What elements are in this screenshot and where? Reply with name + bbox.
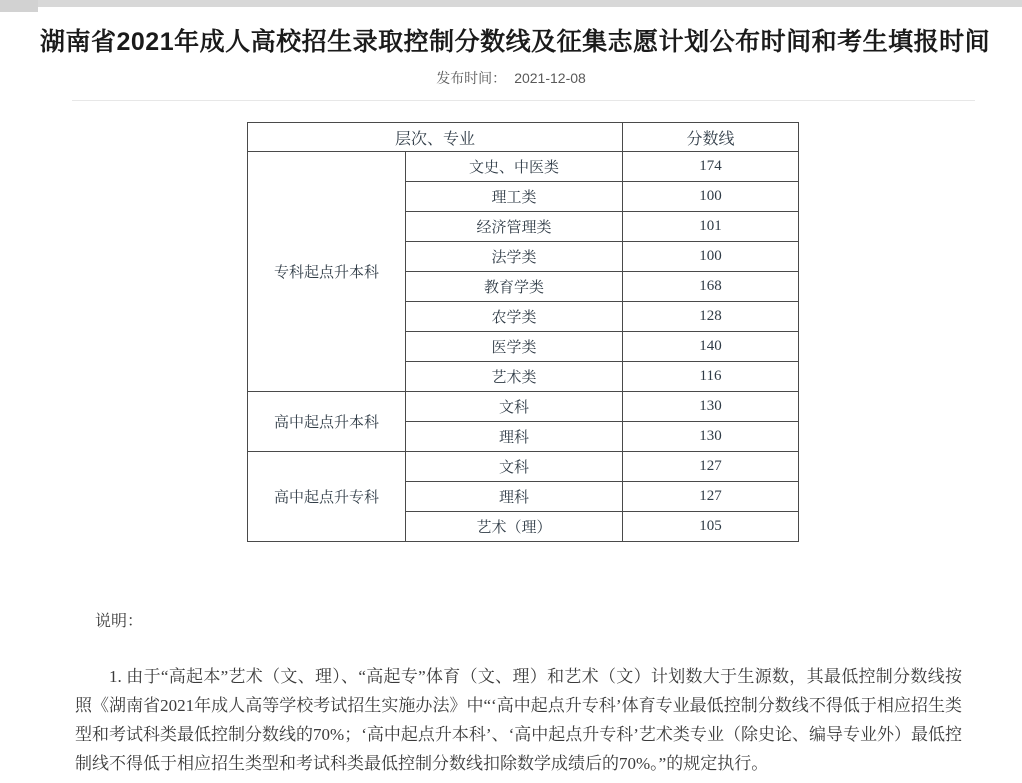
notes-heading: 说明： bbox=[95, 613, 144, 630]
score-cell: 101 bbox=[623, 212, 799, 242]
major-cell: 理科 bbox=[406, 482, 623, 512]
major-cell: 理工类 bbox=[406, 182, 623, 212]
table-row bbox=[248, 152, 799, 182]
score-cell: 130 bbox=[623, 392, 799, 422]
header-divider bbox=[72, 100, 975, 101]
level-cell: 高中起点升本科 bbox=[248, 392, 406, 452]
major-cell: 艺术类 bbox=[406, 362, 623, 392]
publish-date: 2021-12-08 bbox=[514, 70, 586, 86]
level-cell: 高中起点升专科 bbox=[248, 452, 406, 542]
page-title: 湖南省2021年成人高校招生录取控制分数线及征集志愿计划公布时间和考生填报时间 bbox=[40, 28, 991, 56]
table-row bbox=[248, 392, 799, 422]
major-cell: 教育学类 bbox=[406, 272, 623, 302]
major-cell: 农学类 bbox=[406, 302, 623, 332]
score-cell: 127 bbox=[623, 452, 799, 482]
major-cell: 理科 bbox=[406, 422, 623, 452]
column-header-score: 分数线 bbox=[623, 123, 799, 152]
publish-time-label: 发布时间： bbox=[436, 70, 507, 86]
top-bar bbox=[0, 0, 1022, 7]
major-cell: 艺术（理） bbox=[406, 512, 623, 542]
publish-time-line bbox=[0, 68, 1022, 88]
score-cell: 100 bbox=[623, 242, 799, 272]
major-cell: 经济管理类 bbox=[406, 212, 623, 242]
notes-paragraph: 1. 由于“高起本”艺术（文、理）、“高起专”体育（文、理）和艺术（文）计划数大于生源数，其最低控制分数线按照《湖南省2021年成人高等学校考试招生实施办法》中“‘高中起点升专科’体育专业最低控制分数线不得低于相应招生类型和考试科类最低控制分数线的70%；‘高中起点升本科’、‘高中起点升专科’艺术类专业（除史论、编导专业外）最低控制线不得低于相应招生类型和考试科类最低控制分数线扣除数学成绩后的70%。”的规定执行。 bbox=[75, 667, 962, 773]
major-cell: 文科 bbox=[406, 392, 623, 422]
score-cell: 130 bbox=[623, 422, 799, 452]
score-cell: 174 bbox=[623, 152, 799, 182]
major-cell: 文史、中医类 bbox=[406, 152, 623, 182]
score-cell: 128 bbox=[623, 302, 799, 332]
score-cell: 168 bbox=[623, 272, 799, 302]
table-header-row bbox=[248, 123, 799, 152]
column-header-level-major: 层次、专业 bbox=[248, 123, 623, 152]
score-cell: 105 bbox=[623, 512, 799, 542]
score-cell: 140 bbox=[623, 332, 799, 362]
score-table bbox=[247, 122, 799, 542]
notes-section bbox=[0, 608, 1022, 778]
level-cell: 专科起点升本科 bbox=[248, 152, 406, 392]
score-cell: 127 bbox=[623, 482, 799, 512]
major-cell: 医学类 bbox=[406, 332, 623, 362]
table-row bbox=[248, 452, 799, 482]
score-cell: 100 bbox=[623, 182, 799, 212]
major-cell: 法学类 bbox=[406, 242, 623, 272]
top-bar-corner bbox=[0, 0, 38, 12]
score-cell: 116 bbox=[623, 362, 799, 392]
major-cell: 文科 bbox=[406, 452, 623, 482]
